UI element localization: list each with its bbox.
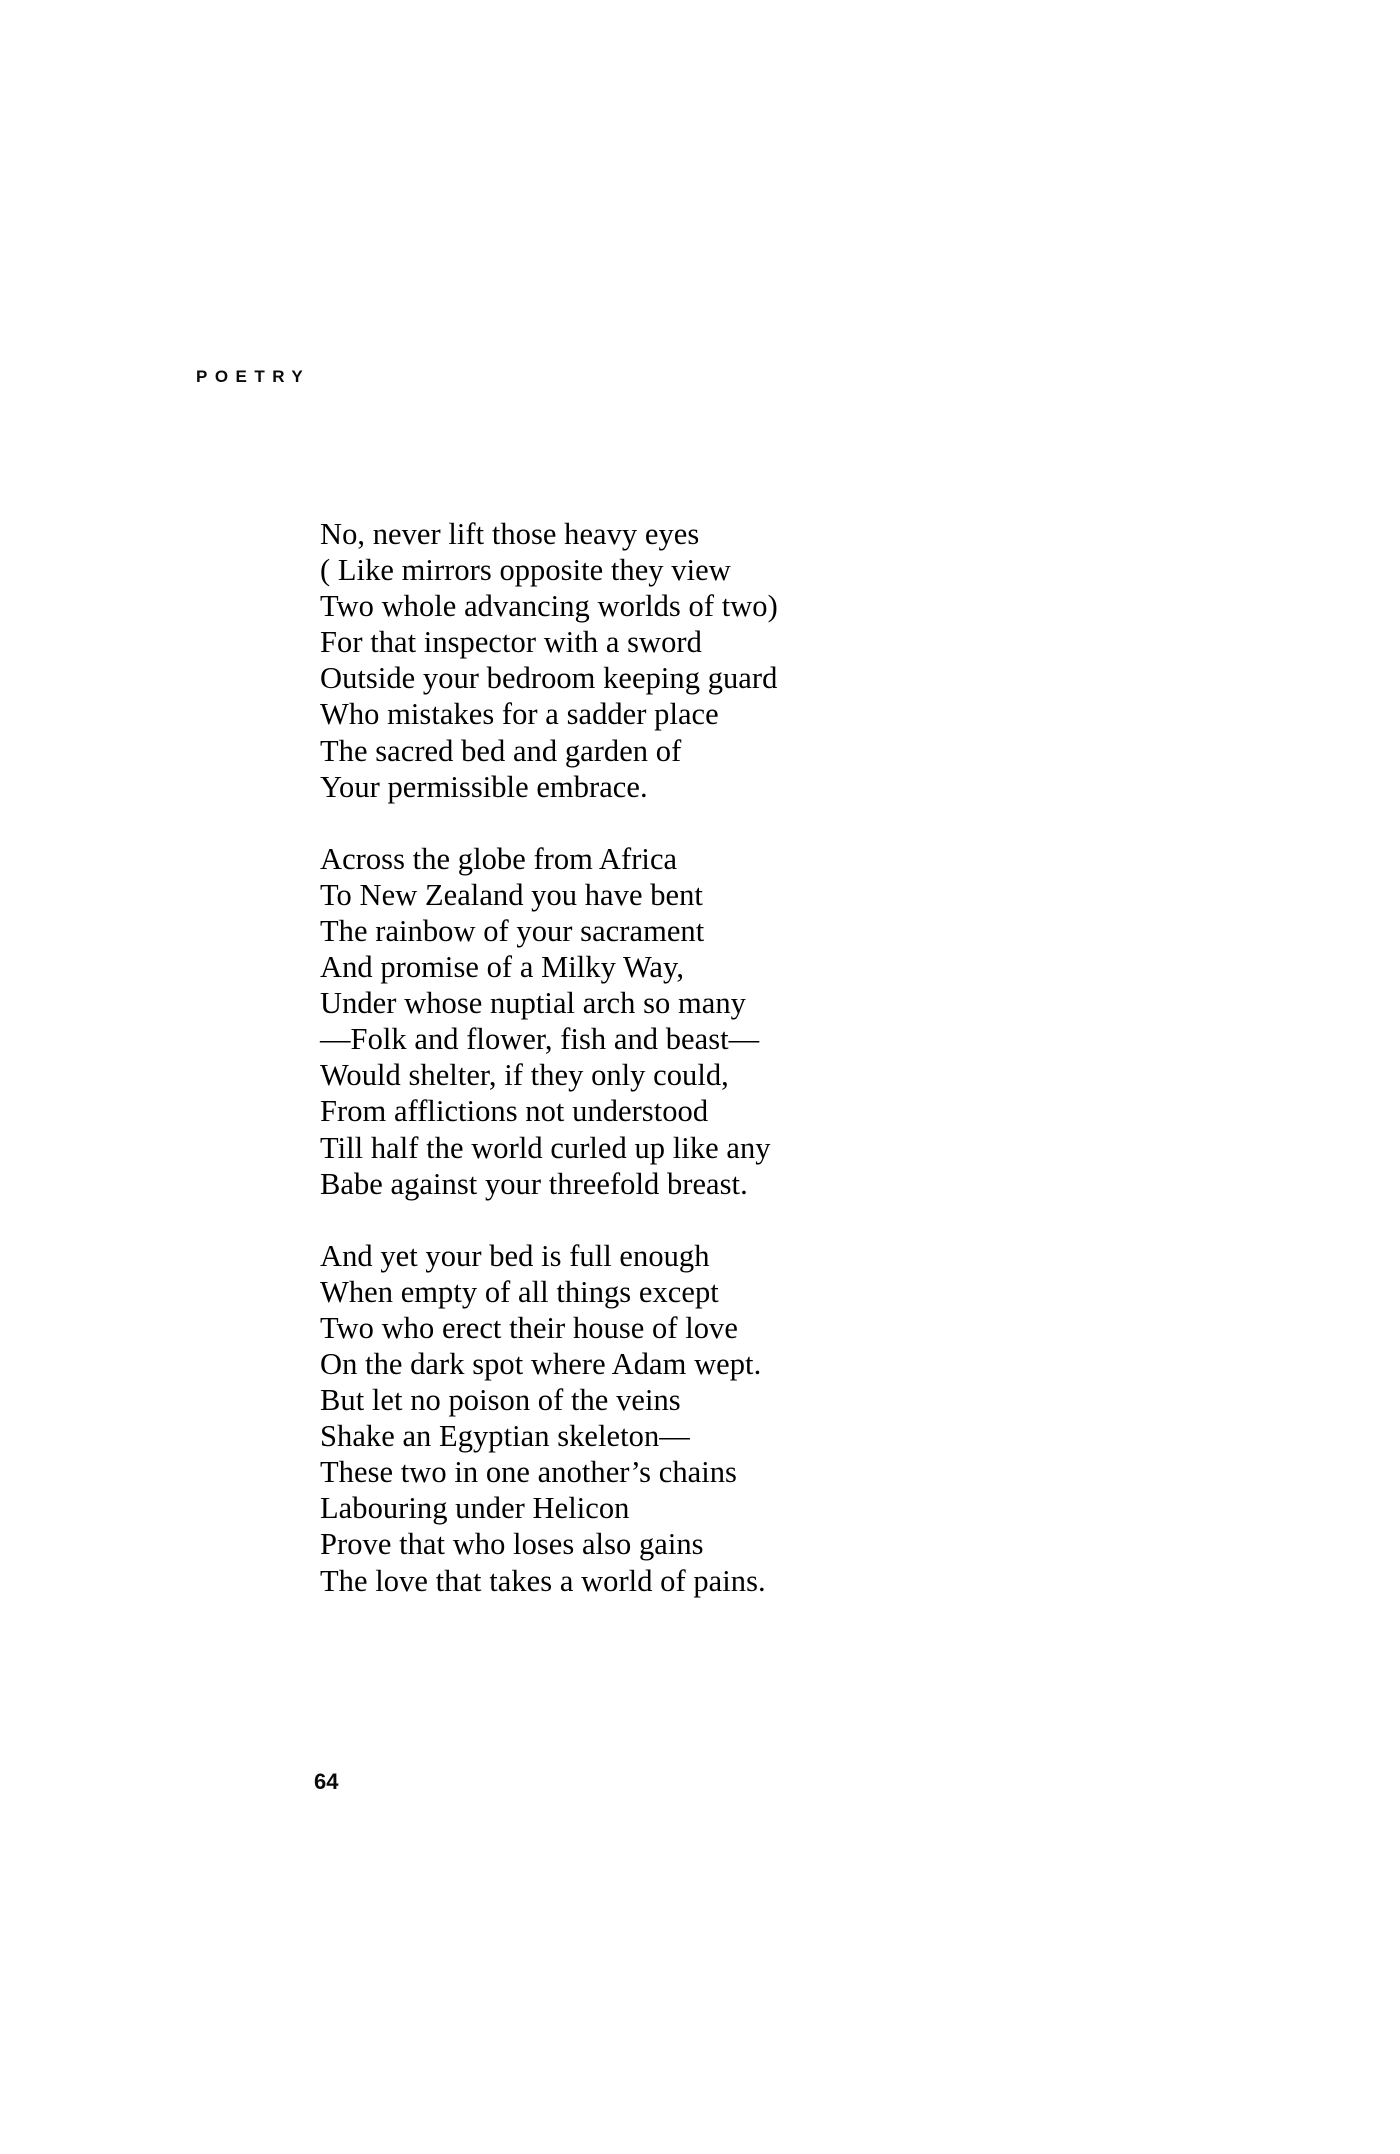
poem-line: ( Like mirrors opposite they view xyxy=(320,553,731,588)
poem-line: Two whole advancing worlds of two) xyxy=(320,589,778,624)
poem-line: Outside your bedroom keeping guard xyxy=(320,661,778,696)
stanza xyxy=(320,516,1120,805)
poem-line: And promise of a Milky Way, xyxy=(320,950,684,985)
poem-line: When empty of all things except xyxy=(320,1274,719,1309)
poem-line: Shake an Egyptian skeleton— xyxy=(320,1419,690,1454)
poem-body xyxy=(320,516,1120,1599)
page-number: 64 xyxy=(314,1769,339,1794)
poem-line: —Folk and flower, fish and beast— xyxy=(320,1022,760,1057)
poem-line: The rainbow of your sacrament xyxy=(320,913,705,948)
poem-line: For that inspector with a sword xyxy=(320,625,702,660)
poem-line: Prove that who loses also gains xyxy=(320,1527,704,1562)
poem-line: The sacred bed and garden of xyxy=(320,733,682,768)
stanza xyxy=(320,1238,1120,1599)
poem-line: On the dark spot where Adam wept. xyxy=(320,1346,762,1381)
poem-line: From afflictions not understood xyxy=(320,1094,709,1129)
running-head: POETRY xyxy=(196,367,311,386)
stanza xyxy=(320,841,1120,1202)
poem-line: No, never lift those heavy eyes xyxy=(320,517,700,551)
poem-line: To New Zealand you have bent xyxy=(320,877,703,912)
poem-line: But let no poison of the veins xyxy=(320,1383,681,1418)
poem-line: Under whose nuptial arch so many xyxy=(320,986,746,1021)
poem-line: And yet your bed is full enough xyxy=(320,1238,710,1273)
poem-line: Labouring under Helicon xyxy=(320,1491,630,1526)
poem-line: These two in one another’s chains xyxy=(320,1455,737,1490)
poem-line: The love that takes a world of pains. xyxy=(320,1563,766,1598)
poem-line: Babe against your threefold breast. xyxy=(320,1166,748,1201)
poem-line: Would shelter, if they only could, xyxy=(320,1058,729,1093)
poem-line: Your permissible embrace. xyxy=(320,769,648,804)
poem-line: Till half the world curled up like any xyxy=(320,1130,771,1165)
poem-line: Two who erect their house of love xyxy=(320,1310,738,1345)
poem-line: Who mistakes for a sadder place xyxy=(320,697,719,732)
poem-line: Across the globe from Africa xyxy=(320,841,678,876)
